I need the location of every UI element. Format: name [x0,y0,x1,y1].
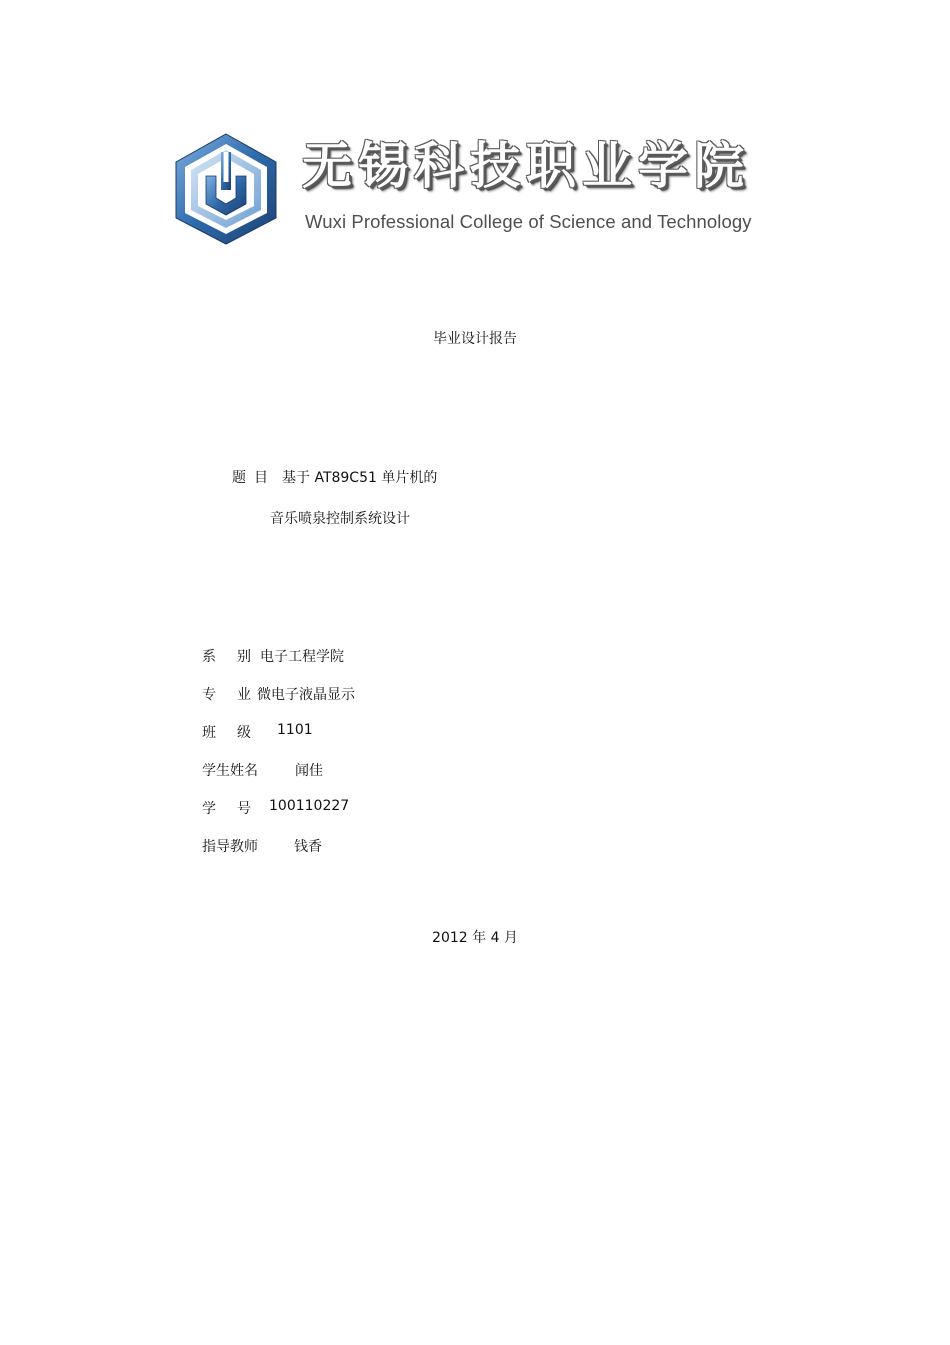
major-label: 专 业 [202,687,251,703]
topic-label-second-char: 目 [254,470,268,486]
department-label: 系 别 [202,649,251,665]
topic-line-1: 基于 AT89C51 单片机的 [282,470,438,486]
student-name-value: 闻佳 [295,763,323,779]
report-date: 2012 年 4 月 [432,930,518,946]
student-name-label: 学生姓名 [202,763,258,779]
student-id-value: 100110227 [269,798,350,814]
topic-label-first-char: 题 [232,470,246,486]
advisor-label: 指导教师 [202,839,258,855]
report-title: 毕业设计报告 [433,331,517,347]
topic-line-2: 音乐喷泉控制系统设计 [270,511,410,527]
student-id-label: 学 号 [202,801,251,817]
class-value: 1101 [277,722,313,738]
college-logo [172,132,787,252]
department-value: 电子工程学院 [260,649,344,665]
class-label: 班 级 [202,725,251,741]
college-name-cn: 无锡科技职业学院 [302,136,750,195]
major-value: 微电子液晶显示 [257,687,355,703]
topic-row [232,467,437,487]
college-emblem-icon [172,132,280,246]
advisor-value: 钱香 [294,839,322,855]
college-name-en: Wuxi Professional College of Science and Technology [305,211,752,232]
